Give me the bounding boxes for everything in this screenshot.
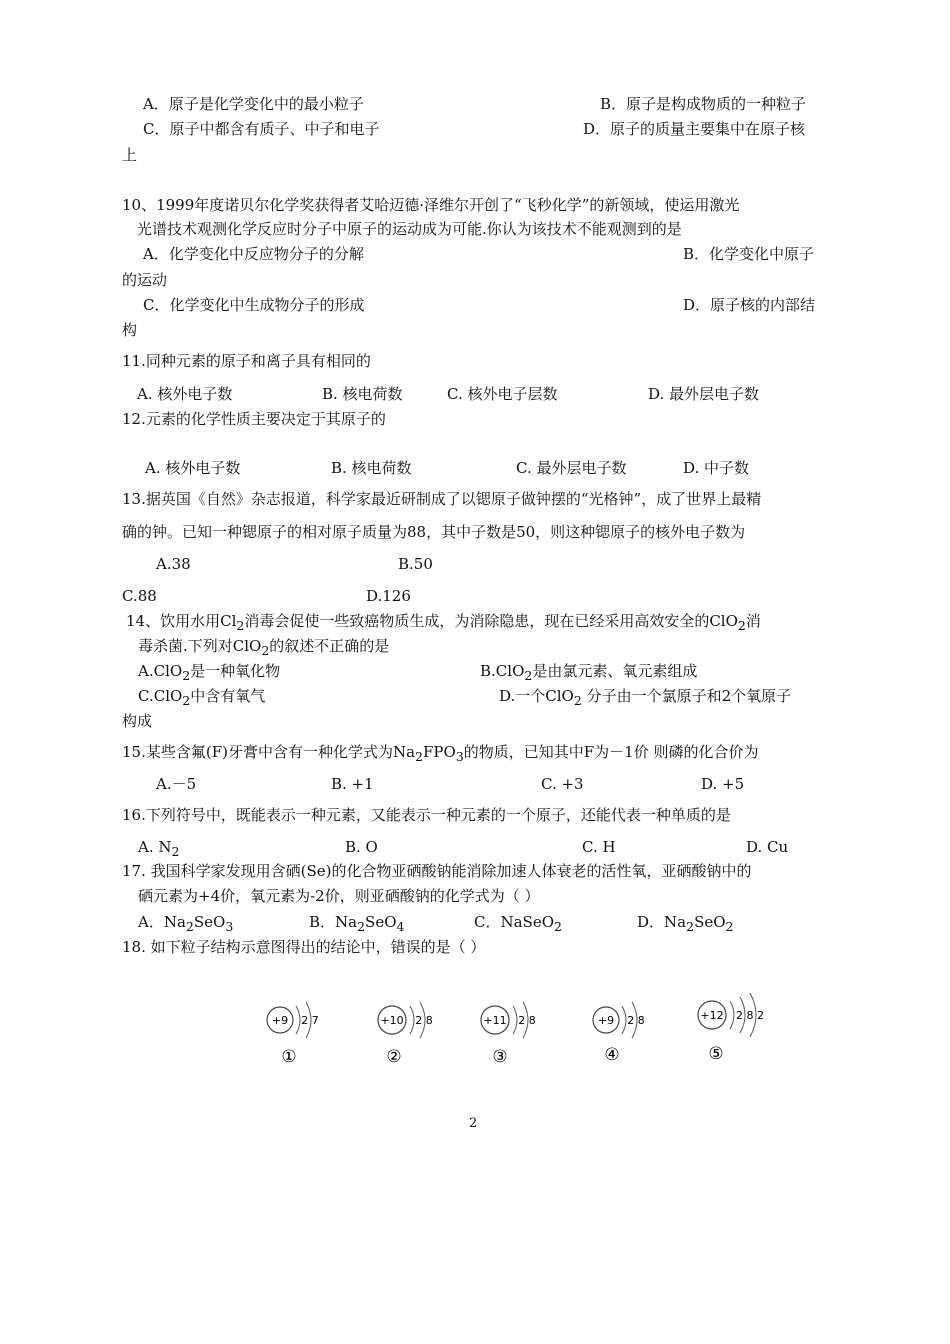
q17-stem-2: 硒元素为+4价，氧元素为-2价，则亚硒酸钠的化学式为（ ） [138, 887, 540, 905]
atom-diagram-2 [372, 990, 452, 1076]
q12-option-b: B. 核电荷数 [331, 459, 412, 477]
q16-option-c: C. H [582, 838, 616, 856]
atom-diagram-5 [692, 985, 782, 1071]
q15-option-a: A.－5 [156, 775, 197, 793]
electron-shells: 2 8 [627, 1014, 645, 1027]
atom-diagram-1 [262, 990, 342, 1076]
q16-option-a: A. $N_2$ [138, 838, 180, 859]
q16-option-d: D. Cu [746, 838, 789, 856]
q12-stem: 12.元素的化学性质主要决定于其原子的 [122, 410, 386, 428]
electron-shells: 2 8 2 [736, 1009, 764, 1022]
electron-shells: 2 8 [518, 1014, 536, 1027]
q9-option-b: B．原子是构成物质的一种粒子 [600, 95, 807, 113]
q17-option-b: B．$Na_2SeO_4$ [309, 913, 405, 934]
q10-option-d: D．原子核的内部结 [683, 296, 816, 314]
q17-option-d: D．$Na_2SeO_2$ [637, 913, 734, 934]
electron-shell-arc [730, 1001, 734, 1029]
q10-option-c: C．化学变化中生成物分子的形成 [143, 296, 365, 314]
q11-option-a: A. 核外电子数 [137, 385, 233, 403]
electron-shell-arc [513, 1006, 517, 1034]
q16-option-b: B. O [345, 838, 378, 856]
q10-option-b-cont: 的运动 [122, 271, 168, 289]
nucleus-charge: +9 [597, 1014, 615, 1027]
electron-shells: 2 8 [415, 1014, 433, 1027]
q17-option-c: C．NaSeO$_2$ [474, 913, 562, 934]
q11-option-b: B. 核电荷数 [322, 385, 403, 403]
diagram-label: ④ [604, 1045, 620, 1065]
q17-option-a: A．$Na_2SeO_3$ [138, 913, 234, 934]
q10-option-b: B．化学变化中原子 [683, 245, 815, 263]
q10-option-a: A．化学变化中反应物分子的分解 [143, 245, 364, 263]
q13-stem-2: 确的钟。已知一种锶原子的相对原子质量为88，其中子数是50，则这种锶原子的核外电子数为 [122, 523, 746, 541]
q9-option-a: A．原子是化学变化中的最小粒子 [143, 95, 364, 113]
page-number: 2 [469, 1116, 478, 1131]
q15-option-c: C. +3 [541, 775, 584, 793]
q9-option-d-cont: 上 [122, 146, 138, 164]
q12-option-c: C. 最外层电子数 [516, 459, 627, 477]
nucleus-charge: +11 [483, 1014, 507, 1027]
q11-option-c: C. 核外电子层数 [447, 385, 558, 403]
q10-stem-1: 10、1999年度诺贝尔化学奖获得者艾哈迈德·泽维尔开创了“飞秒化学”的新领域，使运用激光 [122, 196, 740, 214]
q14-stem-2: 毒杀菌.下列对ClO$_2$的叙述不正确的是 [138, 637, 390, 658]
q17-stem-1: 17. 我国科学家发现用含硒(Se)的化合物亚硒酸钠能消除加速人体衰老的活性氧，亚硒酸钠中的 [122, 862, 752, 880]
q13-option-b: B.50 [398, 555, 433, 573]
q9-option-c: C．原子中都含有质子、中子和电子 [143, 120, 380, 138]
q16-stem: 16.下列符号中，既能表示一种元素，又能表示一种元素的一个原子，还能代表一种单质的是 [122, 806, 731, 824]
q14-option-c: C.ClO$_2$中含有氧气 [138, 687, 266, 708]
atom-diagram-4 [588, 990, 668, 1076]
q13-stem-1: 13.据英国《自然》杂志报道，科学家最近研制成了以锶原子做钟摆的“光格钟”，成了世界上最精 [122, 490, 762, 508]
nucleus-charge: +12 [700, 1009, 724, 1022]
q14-option-d-cont: 构成 [122, 712, 153, 730]
electron-shells: 2 7 [301, 1014, 319, 1027]
q14-option-b: B.ClO$_2$是由氯元素、氧元素组成 [480, 662, 698, 683]
q11-stem: 11.同种元素的原子和离子具有相同的 [122, 352, 371, 370]
q14-option-a: A.ClO$_2$是一种氧化物 [138, 662, 281, 683]
q13-option-c: C.88 [122, 587, 157, 605]
q10-stem-2: 光谱技术观测化学反应时分子中原子的运动成为可能.你认为该技术不能观测到的是 [137, 220, 682, 238]
q12-option-d: D. 中子数 [683, 459, 750, 477]
q15-option-b: B. +1 [331, 775, 374, 793]
q14-option-d: D.一个ClO$_2$ 分子由一个氯原子和2个氧原子 [499, 687, 792, 708]
diagram-label: ⑤ [708, 1044, 724, 1064]
electron-shell-arc [622, 1006, 626, 1034]
q13-option-d: D.126 [366, 587, 411, 605]
q10-option-d-cont: 构 [122, 321, 138, 339]
q11-option-d: D. 最外层电子数 [648, 385, 760, 403]
electron-shell-arc [410, 1006, 414, 1034]
nucleus-charge: +10 [380, 1014, 404, 1027]
nucleus-charge: +9 [271, 1014, 289, 1027]
diagram-label: ② [386, 1047, 402, 1067]
q18-stem: 18. 如下粒子结构示意图得出的结论中，错误的是（ ） [122, 938, 486, 956]
electron-shell-arc [296, 1006, 300, 1034]
diagram-label: ③ [492, 1047, 508, 1067]
q13-option-a: A.38 [156, 555, 191, 573]
diagram-label: ① [281, 1047, 297, 1067]
q9-option-d: D．原子的质量主要集中在原子核 [583, 120, 806, 138]
q14-stem-1: 14、饮用水用$Cl_2$消毒会促使一些致癌物质生成，为消除隐患，现在已经采用高效安全的ClO$_2$消 [126, 612, 761, 633]
atom-diagram-3 [475, 990, 555, 1076]
q15-option-d: D. +5 [701, 775, 745, 793]
q12-option-a: A. 核外电子数 [145, 459, 241, 477]
q15-stem: 15.某些含氟(F)牙膏中含有一种化学式为$Na_2FPO_3$的物质，已知其中F为－1价 则磷的化合价为 [122, 743, 759, 764]
